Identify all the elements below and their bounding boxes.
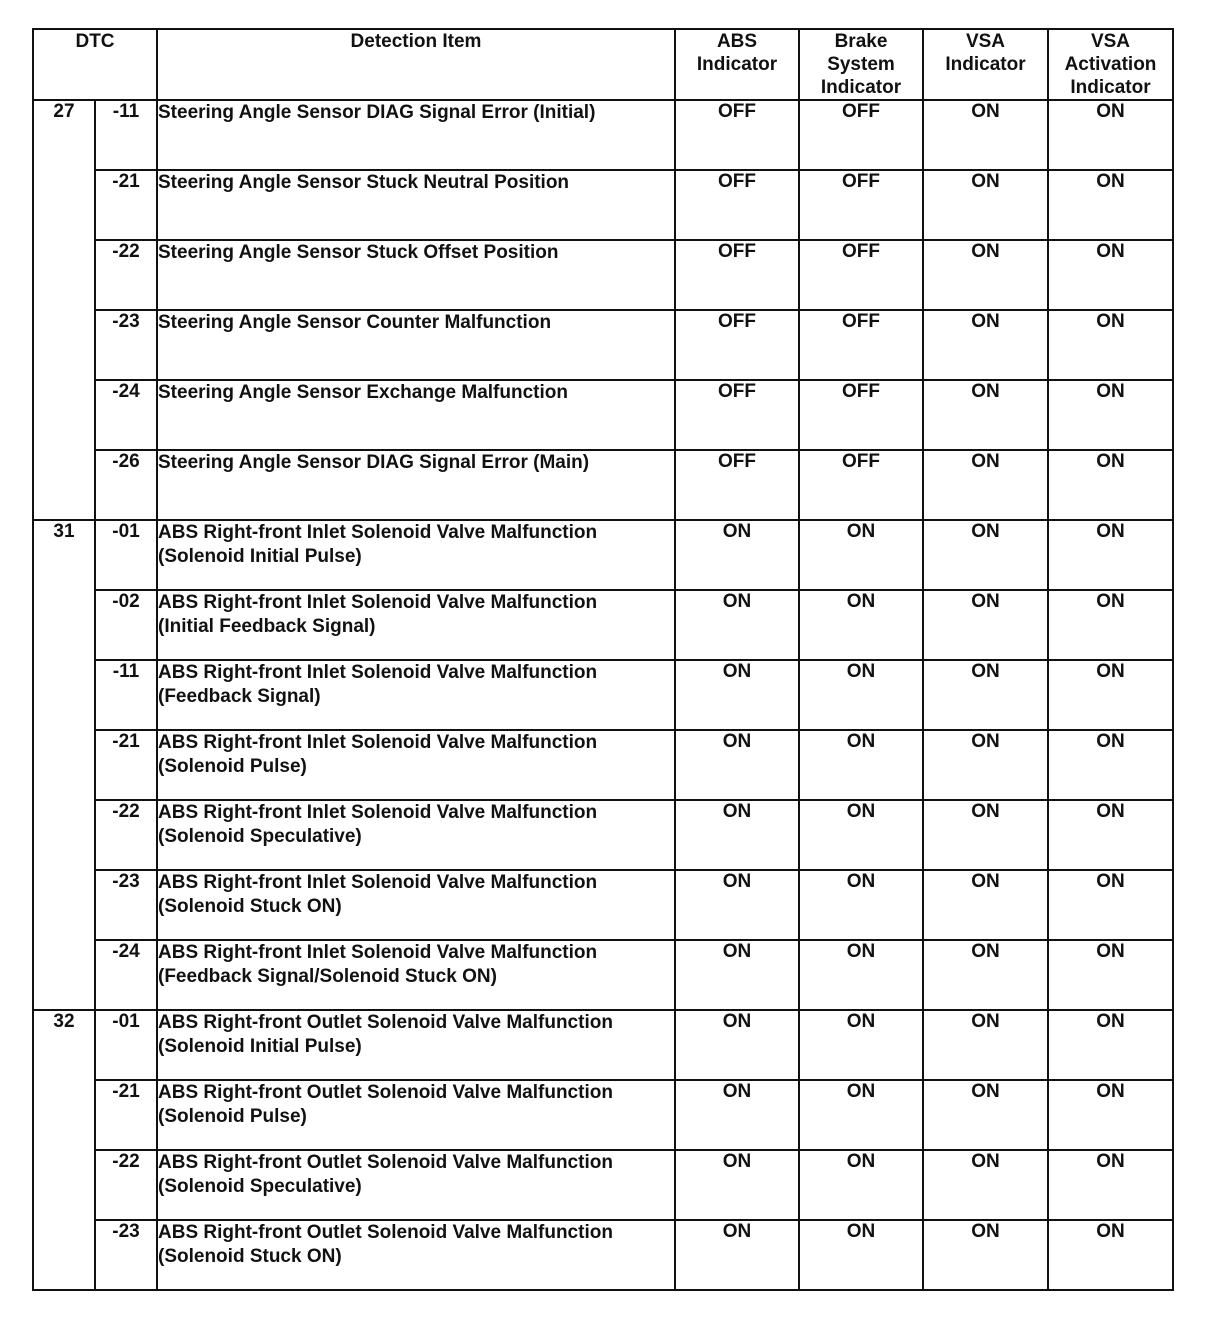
- header-row: [33, 29, 1173, 100]
- dtc-subcode: -23: [95, 310, 157, 380]
- abs-indicator-status: ON: [675, 1220, 799, 1290]
- detection-item-line: (Solenoid Stuck ON): [158, 1246, 342, 1267]
- dtc-code: [33, 240, 95, 310]
- abs-indicator-status: ON: [675, 870, 799, 940]
- detection-item-line: ABS Right-front Inlet Solenoid Valve Malfunction: [158, 802, 598, 823]
- vsa-indicator-status: ON: [923, 1220, 1048, 1290]
- abs-indicator-status: ON: [675, 660, 799, 730]
- abs-indicator-status: OFF: [675, 380, 799, 450]
- header-abs-indicator: [675, 29, 799, 100]
- vsa-indicator-status: ON: [923, 940, 1048, 1010]
- vsa-activation-indicator-status: ON: [1048, 310, 1173, 380]
- detection-item: [157, 450, 675, 520]
- vsa-activation-indicator-status: ON: [1048, 450, 1173, 520]
- vsa-indicator-status: ON: [923, 170, 1048, 240]
- detection-item: [157, 310, 675, 380]
- abs-indicator-status: OFF: [675, 240, 799, 310]
- detection-item-line: (Solenoid Initial Pulse): [158, 1036, 362, 1057]
- brake-system-indicator-status: ON: [799, 1010, 923, 1080]
- table-row: [33, 520, 1173, 590]
- table-row: [33, 1080, 1173, 1150]
- vsa-activation-indicator-status: ON: [1048, 730, 1173, 800]
- dtc-subcode: -01: [95, 520, 157, 590]
- detection-item: [157, 660, 675, 730]
- detection-item-line: Steering Angle Sensor DIAG Signal Error (Main): [158, 452, 590, 473]
- table-row: [33, 1010, 1173, 1080]
- detection-item: [157, 240, 675, 310]
- vsa-indicator-status: ON: [923, 520, 1048, 590]
- brake-system-indicator-status: ON: [799, 520, 923, 590]
- brake-system-indicator-status: OFF: [799, 100, 923, 170]
- header-brake-system-indicator: [799, 29, 923, 100]
- vsa-indicator-status: ON: [923, 1150, 1048, 1220]
- vsa-activation-indicator-status: ON: [1048, 100, 1173, 170]
- dtc-table: [32, 28, 1174, 1291]
- brake-system-indicator-status: ON: [799, 590, 923, 660]
- dtc-subcode: -26: [95, 450, 157, 520]
- dtc-code: [33, 310, 95, 380]
- detection-item-line: (Feedback Signal): [158, 686, 321, 707]
- vsa-activation-indicator-status: ON: [1048, 380, 1173, 450]
- dtc-subcode: -02: [95, 590, 157, 660]
- vsa-activation-indicator-status: ON: [1048, 1220, 1173, 1290]
- dtc-code: [33, 450, 95, 520]
- dtc-subcode: -01: [95, 1010, 157, 1080]
- header-dtc: DTC: [33, 29, 157, 100]
- dtc-code: [33, 1220, 95, 1290]
- detection-item-line: ABS Right-front Inlet Solenoid Valve Malfunction: [158, 662, 598, 683]
- table-row: [33, 450, 1173, 520]
- detection-item-line: (Solenoid Speculative): [158, 826, 362, 847]
- dtc-subcode: -21: [95, 730, 157, 800]
- vsa-activation-indicator-status: ON: [1048, 660, 1173, 730]
- detection-item-line: (Solenoid Speculative): [158, 1176, 362, 1197]
- brake-system-indicator-status: ON: [799, 1220, 923, 1290]
- dtc-subcode: -22: [95, 240, 157, 310]
- abs-indicator-status: ON: [675, 520, 799, 590]
- detection-item-line: Steering Angle Sensor Counter Malfunction: [158, 312, 552, 333]
- dtc-table-body: [33, 100, 1173, 1290]
- table-row: [33, 240, 1173, 310]
- detection-item-line: (Solenoid Stuck ON): [158, 896, 342, 917]
- detection-item: [157, 870, 675, 940]
- vsa-activation-indicator-status: ON: [1048, 940, 1173, 1010]
- detection-item-line: ABS Right-front Outlet Solenoid Valve Malfunction: [158, 1152, 613, 1173]
- vsa-activation-indicator-status: ON: [1048, 870, 1173, 940]
- dtc-code: [33, 940, 95, 1010]
- header-vsa-activation-line: Indicator: [1070, 77, 1151, 98]
- header-brake-line: Indicator: [820, 77, 902, 98]
- abs-indicator-status: ON: [675, 730, 799, 800]
- abs-indicator-status: ON: [675, 1150, 799, 1220]
- detection-item-line: (Initial Feedback Signal): [158, 616, 376, 637]
- detection-item: [157, 1010, 675, 1080]
- table-row: [33, 310, 1173, 380]
- detection-item-line: ABS Right-front Inlet Solenoid Valve Malfunction: [158, 872, 598, 893]
- abs-indicator-status: ON: [675, 590, 799, 660]
- table-row: [33, 800, 1173, 870]
- abs-indicator-status: ON: [675, 1010, 799, 1080]
- brake-system-indicator-status: ON: [799, 660, 923, 730]
- vsa-indicator-status: ON: [923, 450, 1048, 520]
- vsa-indicator-status: ON: [923, 730, 1048, 800]
- dtc-subcode: -11: [95, 100, 157, 170]
- detection-item-line: ABS Right-front Inlet Solenoid Valve Malfunction: [158, 592, 598, 613]
- table-row: [33, 730, 1173, 800]
- header-brake-line: Brake: [834, 31, 888, 52]
- vsa-indicator-status: ON: [923, 1080, 1048, 1150]
- header-vsa-line: VSA: [965, 31, 1006, 52]
- brake-system-indicator-status: OFF: [799, 380, 923, 450]
- vsa-indicator-status: ON: [923, 800, 1048, 870]
- brake-system-indicator-status: OFF: [799, 170, 923, 240]
- detection-item: [157, 590, 675, 660]
- detection-item-line: Steering Angle Sensor DIAG Signal Error (Initial): [158, 102, 596, 123]
- brake-system-indicator-status: OFF: [799, 240, 923, 310]
- table-row: [33, 940, 1173, 1010]
- brake-system-indicator-status: ON: [799, 1150, 923, 1220]
- detection-item: [157, 170, 675, 240]
- vsa-activation-indicator-status: ON: [1048, 240, 1173, 310]
- brake-system-indicator-status: OFF: [799, 450, 923, 520]
- dtc-subcode: -21: [95, 1080, 157, 1150]
- detection-item: [157, 520, 675, 590]
- dtc-subcode: -22: [95, 800, 157, 870]
- table-row: [33, 870, 1173, 940]
- dtc-subcode: -24: [95, 380, 157, 450]
- vsa-indicator-status: ON: [923, 310, 1048, 380]
- vsa-indicator-status: ON: [923, 100, 1048, 170]
- brake-system-indicator-status: ON: [799, 800, 923, 870]
- vsa-activation-indicator-status: ON: [1048, 590, 1173, 660]
- table-row: [33, 590, 1173, 660]
- abs-indicator-status: ON: [675, 800, 799, 870]
- dtc-subcode: -23: [95, 1220, 157, 1290]
- dtc-subcode: -24: [95, 940, 157, 1010]
- detection-item: [157, 800, 675, 870]
- abs-indicator-status: OFF: [675, 170, 799, 240]
- detection-item-line: ABS Right-front Inlet Solenoid Valve Malfunction: [158, 522, 598, 543]
- abs-indicator-status: ON: [675, 1080, 799, 1150]
- abs-indicator-status: OFF: [675, 450, 799, 520]
- dtc-code: [33, 1150, 95, 1220]
- table-row: [33, 100, 1173, 170]
- brake-system-indicator-status: ON: [799, 940, 923, 1010]
- detection-item: [157, 1150, 675, 1220]
- vsa-activation-indicator-status: ON: [1048, 1150, 1173, 1220]
- vsa-activation-indicator-status: ON: [1048, 170, 1173, 240]
- detection-item-line: ABS Right-front Outlet Solenoid Valve Malfunction: [158, 1012, 613, 1033]
- detection-item-line: ABS Right-front Inlet Solenoid Valve Malfunction: [158, 732, 598, 753]
- detection-item-line: Steering Angle Sensor Stuck Neutral Position: [158, 172, 570, 193]
- vsa-activation-indicator-status: ON: [1048, 520, 1173, 590]
- detection-item: [157, 1220, 675, 1290]
- dtc-code: [33, 590, 95, 660]
- dtc-subcode: -22: [95, 1150, 157, 1220]
- brake-system-indicator-status: OFF: [799, 310, 923, 380]
- vsa-indicator-status: ON: [923, 1010, 1048, 1080]
- detection-item-line: (Solenoid Pulse): [158, 1106, 307, 1127]
- dtc-code: 31: [33, 520, 95, 590]
- detection-item-line: (Solenoid Initial Pulse): [158, 546, 362, 567]
- dtc-subcode: -23: [95, 870, 157, 940]
- abs-indicator-status: OFF: [675, 310, 799, 380]
- header-vsa-activation-line: Activation: [1064, 54, 1157, 75]
- brake-system-indicator-status: ON: [799, 730, 923, 800]
- table-row: [33, 660, 1173, 730]
- dtc-code: 32: [33, 1010, 95, 1080]
- dtc-code: [33, 660, 95, 730]
- table-row: [33, 1150, 1173, 1220]
- vsa-activation-indicator-status: ON: [1048, 800, 1173, 870]
- header-detection-item: Detection Item: [157, 29, 675, 100]
- table-row: [33, 1220, 1173, 1290]
- dtc-code: [33, 170, 95, 240]
- detection-item-line: Steering Angle Sensor Stuck Offset Position: [158, 242, 559, 263]
- dtc-code: [33, 730, 95, 800]
- header-brake-line: System: [827, 54, 895, 75]
- vsa-indicator-status: ON: [923, 870, 1048, 940]
- vsa-indicator-status: ON: [923, 240, 1048, 310]
- dtc-subcode: -11: [95, 660, 157, 730]
- dtc-code: [33, 870, 95, 940]
- vsa-activation-indicator-status: ON: [1048, 1010, 1173, 1080]
- detection-item-line: ABS Right-front Outlet Solenoid Valve Malfunction: [158, 1222, 613, 1243]
- dtc-code: [33, 800, 95, 870]
- brake-system-indicator-status: ON: [799, 870, 923, 940]
- detection-item-line: ABS Right-front Outlet Solenoid Valve Malfunction: [158, 1082, 613, 1103]
- table-row: [33, 170, 1173, 240]
- header-abs-line: ABS: [716, 31, 758, 52]
- dtc-subcode: -21: [95, 170, 157, 240]
- detection-item: [157, 1080, 675, 1150]
- header-vsa-activation-indicator: [1048, 29, 1173, 100]
- detection-item-line: (Feedback Signal/Solenoid Stuck ON): [158, 966, 497, 987]
- vsa-activation-indicator-status: ON: [1048, 1080, 1173, 1150]
- abs-indicator-status: ON: [675, 940, 799, 1010]
- detection-item: [157, 380, 675, 450]
- dtc-code: [33, 1080, 95, 1150]
- vsa-indicator-status: ON: [923, 590, 1048, 660]
- header-vsa-activation-line: VSA: [1090, 31, 1131, 52]
- dtc-code: [33, 380, 95, 450]
- table-row: [33, 380, 1173, 450]
- header-abs-line: Indicator: [696, 54, 778, 75]
- detection-item: [157, 100, 675, 170]
- header-vsa-line: Indicator: [945, 54, 1026, 75]
- detection-item-line: (Solenoid Pulse): [158, 756, 307, 777]
- vsa-indicator-status: ON: [923, 380, 1048, 450]
- detection-item: [157, 940, 675, 1010]
- dtc-code: 27: [33, 100, 95, 170]
- detection-item-line: Steering Angle Sensor Exchange Malfunction: [158, 382, 568, 403]
- detection-item: [157, 730, 675, 800]
- detection-item-line: ABS Right-front Inlet Solenoid Valve Malfunction: [158, 942, 598, 963]
- abs-indicator-status: OFF: [675, 100, 799, 170]
- vsa-indicator-status: ON: [923, 660, 1048, 730]
- brake-system-indicator-status: ON: [799, 1080, 923, 1150]
- header-vsa-indicator: [923, 29, 1048, 100]
